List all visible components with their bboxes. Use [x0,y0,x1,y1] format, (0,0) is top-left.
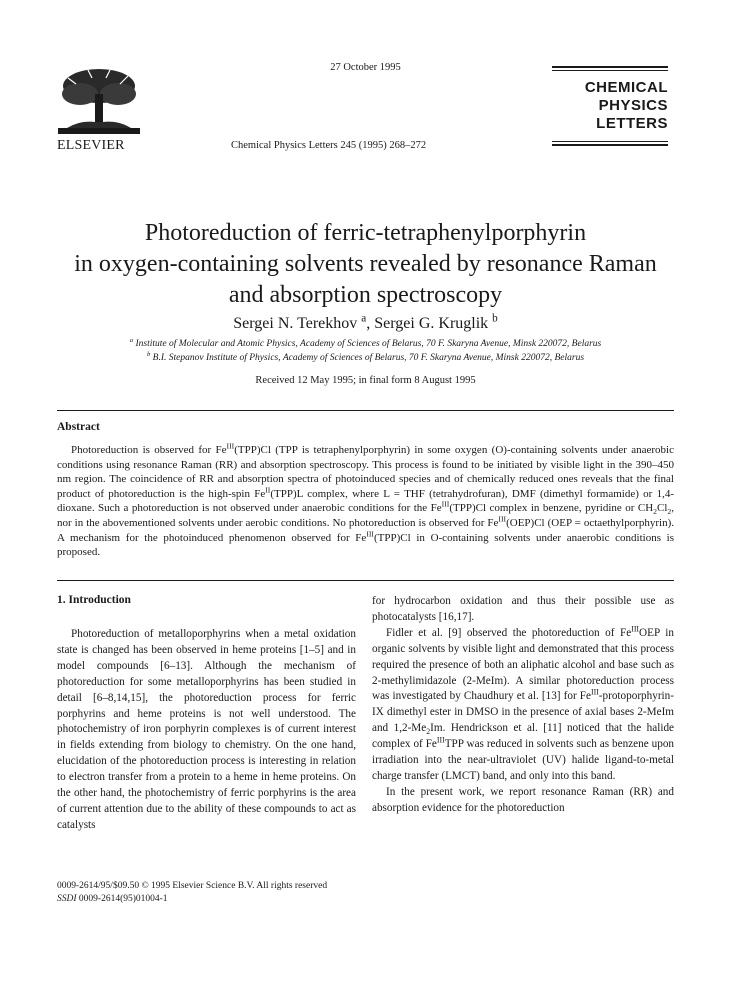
abstract-s7: (OEP)Cl (OEP = octaethylporphyrin). A mechanism for the photoinduced phenomenon observed for Fe [57,516,674,544]
received-dates: Received 12 May 1995; in final form 8 August 1995 [255,375,476,386]
intro-paragraph-1: Photoreduction of metalloporphyrins when a metal oxidation state is changed has been observed in heme proteins [1–5] and in model compounds [6–13]. Although the mechanism of photoreduction for some metalloporphyrins has been studied in detail [6–8,14,15], the photoreduction process for ferric porphyrins and heme proteins is not well understood. The photochemistry of iron porphyrin complexes is of current interest in fields extending from biology to chemistry. On the one hand, elucidation of the photoreduction process is interesting in relation to electron transfer from a protein to a heme in heme proteins. On the other hand, the photochemistry of ferric porphyrins is the area of current attention due to the ability of these compounds to act as catalysts [57,628,356,831]
sup-ii: II [265,485,271,495]
author-2: Sergei G. Kruglik [374,315,489,332]
sup-iii: III [590,687,599,697]
journal-name-line-2: PHYSICS [598,97,668,114]
p2-e: TPP was reduced in solvents such as benzene upon irradiation into the near-ultraviolet (UV) halide ligand-to-metal charge transfer (LMCT) band, and only into this band. [372,738,674,782]
author-1-mark: a [361,312,367,325]
section-heading-introduction: 1. Introduction [57,594,131,606]
abstract-bottom-rule [57,580,674,581]
title-line-2: in oxygen-containing solvents revealed by resonance Raman [74,251,657,277]
title-line-1: Photoreduction of ferric-tetraphenylporphyrin [144,220,587,246]
intro-paragraph-continued: for hydrocarbon oxidation and thus their possible use as photocatalysts [16,17]. [372,595,674,623]
affiliation-b [0,350,731,363]
journal-bottom-rule-thin [552,141,668,142]
elsevier-tree-logo-icon [58,64,140,134]
abstract-s1: Photoreduction is observed for Fe [71,444,227,456]
author-2-mark: b [492,312,498,325]
publisher-name: ELSEVIER [57,138,125,153]
p2-a: Fidler et al. [9] observed the photoreduction of Fe [386,626,632,639]
sub-2: 2 [653,507,657,517]
abstract-s6: , nor in the abovementioned solvents under aerobic conditions. No photoreduction is observed for Fe [57,502,674,529]
issue-date: 27 October 1995 [330,62,401,73]
journal-top-rule-thin [552,70,668,71]
abstract-s2: (TPP)Cl (TPP is tetraphenylporphyrin) in some oxygen (O)-containing solvents under anaerobic conditions using resonance Raman (RR) and absorption spectroscopy. This process is found to be initiated by visible light in the 390–450 nm region. The coincidence of RR and absorption spectra of photoinduced species and of chemically reduced ones reveals that the final product of photoreduction is the high-spin Fe [57,444,674,500]
affiliation-b-text: B.I. Stepanov Institute of Physics, Academy of Sciences of Belarus, 70 F. Skaryna Avenue, Minsk 220072, Belarus [152,353,585,363]
abstract-s8: (TPP)Cl in O-containing solvents under anaerobic conditions is proposed. [57,531,674,559]
intro-paragraph-2 [372,626,674,785]
abstract-text [57,443,674,560]
sup-iii: III [441,499,450,509]
p2-b: OEP in organic solvents by visible light and demonstrated that this process required the presence of both an aliphatic alcohol and base such as 2-methylimidazole (2-MeIm). A similar photoreduction process was investigated by Chaudhury et al. [13] for Fe [372,626,674,703]
author-1: Sergei N. Terekhov [233,315,358,332]
abstract-top-rule [57,410,674,411]
abstract-heading: Abstract [57,421,100,433]
right-column [372,594,674,817]
title-line-3: and absorption spectroscopy [228,282,503,308]
abstract-s5: Cl [656,502,668,515]
sup-iii: III [631,624,640,634]
affiliation-a-mark: a [129,336,134,344]
ssdi-value: 0009-2614(95)01004-1 [78,893,168,904]
journal-top-rule [552,66,668,68]
p2-d: Im. Hendrickson et al. [11] noticed that the halide complex of Fe [372,722,675,751]
affiliation-a [0,336,731,349]
abstract-s3: (TPP)L complex, where L = THF (tetrahydrofuran), DMF (dimethyl formamide) or 1,4-dioxane. Such a photoreduction is not observed under anaerobic conditions for the Fe [57,487,674,515]
journal-bottom-rule [552,144,668,146]
author-separator: , [366,315,375,332]
sup-iii: III [498,514,507,524]
journal-name-line-3: LETTERS [596,115,668,132]
sup-iii: III [226,441,235,451]
journal-citation: Chemical Physics Letters 245 (1995) 268–272 [231,140,427,151]
article-title [0,218,731,311]
affiliation-a-text: Institute of Molecular and Atomic Physics, Academy of Sciences of Belarus, 70 F. Skaryna Avenue, Minsk 220072, Belarus [135,339,602,349]
sub-2: 2 [426,727,431,737]
p2-c: -protoporphyrin-IX dimethyl ester in DMSO in the presence of axial bases 2-MeIm and 1,2-Me [372,690,674,735]
footer-copyright: 0009-2614/95/$09.50 © 1995 Elsevier Science B.V. All rights reserved [57,881,328,891]
footer [57,880,327,905]
author-list [0,312,731,333]
journal-name-line-1: CHEMICAL [584,79,668,96]
sup-iii: III [436,735,445,745]
ssdi-label: SSDI [57,893,77,904]
footer-ssdi [57,893,327,906]
abstract-s4: (TPP)Cl complex in benzene, pyridine or CH [449,502,654,515]
affiliation-b-mark: b [146,350,151,358]
intro-paragraph-3: In the present work, we report resonance Raman (RR) and absorption evidence for the photoreduction [372,785,674,814]
sup-iii: III [366,528,374,538]
sub-2: 2 [667,507,672,517]
